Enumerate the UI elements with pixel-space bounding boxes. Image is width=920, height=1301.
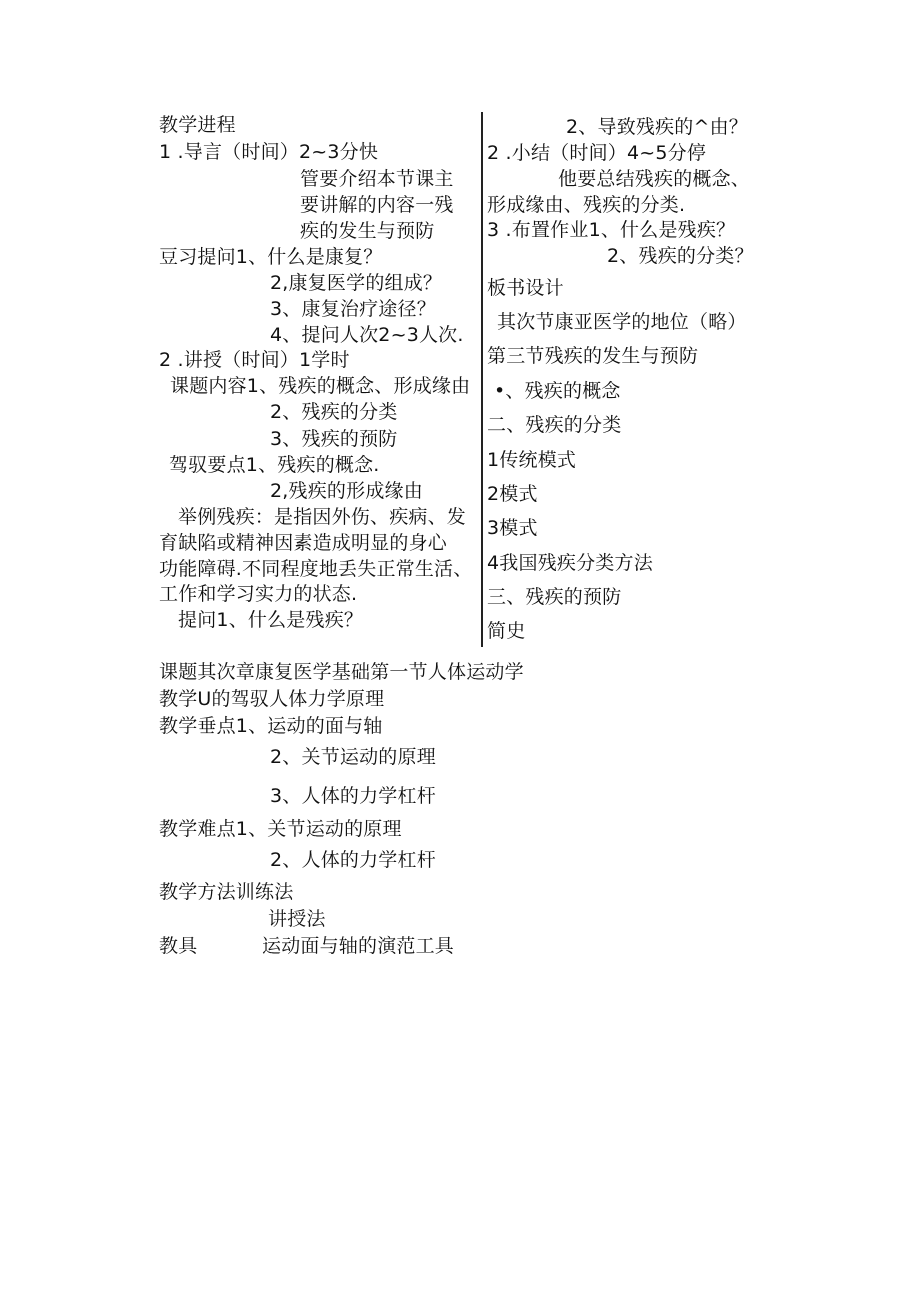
left-line: 豆习提问1、什么是康复？ xyxy=(159,246,383,268)
right-line: 第三节残疾的发生与预防 xyxy=(487,345,699,367)
bottom-line: 教具 xyxy=(159,935,198,957)
left-line: 提问1、什么是残疾？ xyxy=(178,609,364,631)
bottom-line: 课题其次章康复医学基础第一节人体运动学 xyxy=(159,661,524,683)
right-line: 形成缘由、残疾的分类. xyxy=(487,194,686,216)
right-line: •、残疾的概念 xyxy=(494,380,621,402)
right-line: 3模式 xyxy=(487,517,538,539)
right-line: 2模式 xyxy=(487,483,538,505)
left-line: 4、提问人次2~3人次. xyxy=(270,324,464,346)
right-line: 板书设计 xyxy=(487,277,564,299)
bottom-line: 讲授法 xyxy=(268,908,326,930)
right-line: 二、残疾的分类 xyxy=(487,414,622,436)
left-line: 要讲解的内容一残 xyxy=(300,194,454,216)
right-line: 2、残疾的分类？ xyxy=(607,245,754,267)
column-divider xyxy=(481,112,483,647)
right-line: 2 .小结（时间）4~5分停 xyxy=(487,142,707,164)
left-line: 育缺陷或精神因素造成明显的身心 xyxy=(159,532,448,554)
right-line: 3 .布置作业1、什么是残疾？ xyxy=(487,219,736,241)
bottom-line: 教学方法训练法 xyxy=(159,881,294,903)
left-line: 管要介绍本节课主 xyxy=(300,168,454,190)
left-line: 举例残疾：是指因外伤、疾病、发 xyxy=(178,506,467,528)
bottom-line: 运动面与轴的演范工具 xyxy=(262,935,455,957)
left-line: 2、残疾的分类 xyxy=(270,401,398,423)
left-line: 工作和学习实力的状态. xyxy=(159,583,358,605)
right-line: 2、导致残疾的^由？ xyxy=(566,116,749,138)
right-line: 其次节康亚医学的地位（略） xyxy=(497,311,747,333)
bottom-line: 教学U的驾驭人体力学原理 xyxy=(159,688,385,710)
left-line: 驾驭要点1、残疾的概念. xyxy=(169,454,380,476)
right-line: 三、残疾的预防 xyxy=(487,586,622,608)
right-line: 简史 xyxy=(487,620,526,642)
left-line: 功能障碍.不同程度地丢失正常生活、 xyxy=(159,558,473,580)
right-line: 1传统模式 xyxy=(487,449,577,471)
right-line: 他要总结残疾的概念、 xyxy=(558,168,751,190)
left-line: 课题内容1、残疾的概念、形成缘由 xyxy=(170,375,471,397)
left-line: 2 .讲授（时间）1学时 xyxy=(159,349,350,371)
bottom-line: 2、关节运动的原理 xyxy=(270,746,436,768)
left-line: 3、残疾的预防 xyxy=(270,428,398,450)
bottom-line: 2、人体的力学杠杆 xyxy=(270,849,436,871)
bottom-line: 教学难点1、关节运动的原理 xyxy=(159,818,402,840)
left-line: 1 .导言（时间）2~3分快 xyxy=(159,141,379,163)
left-line: 教学进程 xyxy=(159,114,236,136)
left-line: 2,残疾的形成缘由 xyxy=(270,480,423,502)
left-line: 2,康复医学的组成？ xyxy=(270,272,443,294)
left-line: 3、康复治疗途径？ xyxy=(270,298,436,320)
left-line: 疾的发生与预防 xyxy=(300,220,435,242)
bottom-line: 3、人体的力学杠杆 xyxy=(270,785,436,807)
bottom-line: 教学垂点1、运动的面与轴 xyxy=(159,715,383,737)
right-line: 4我国残疾分类方法 xyxy=(487,552,653,574)
